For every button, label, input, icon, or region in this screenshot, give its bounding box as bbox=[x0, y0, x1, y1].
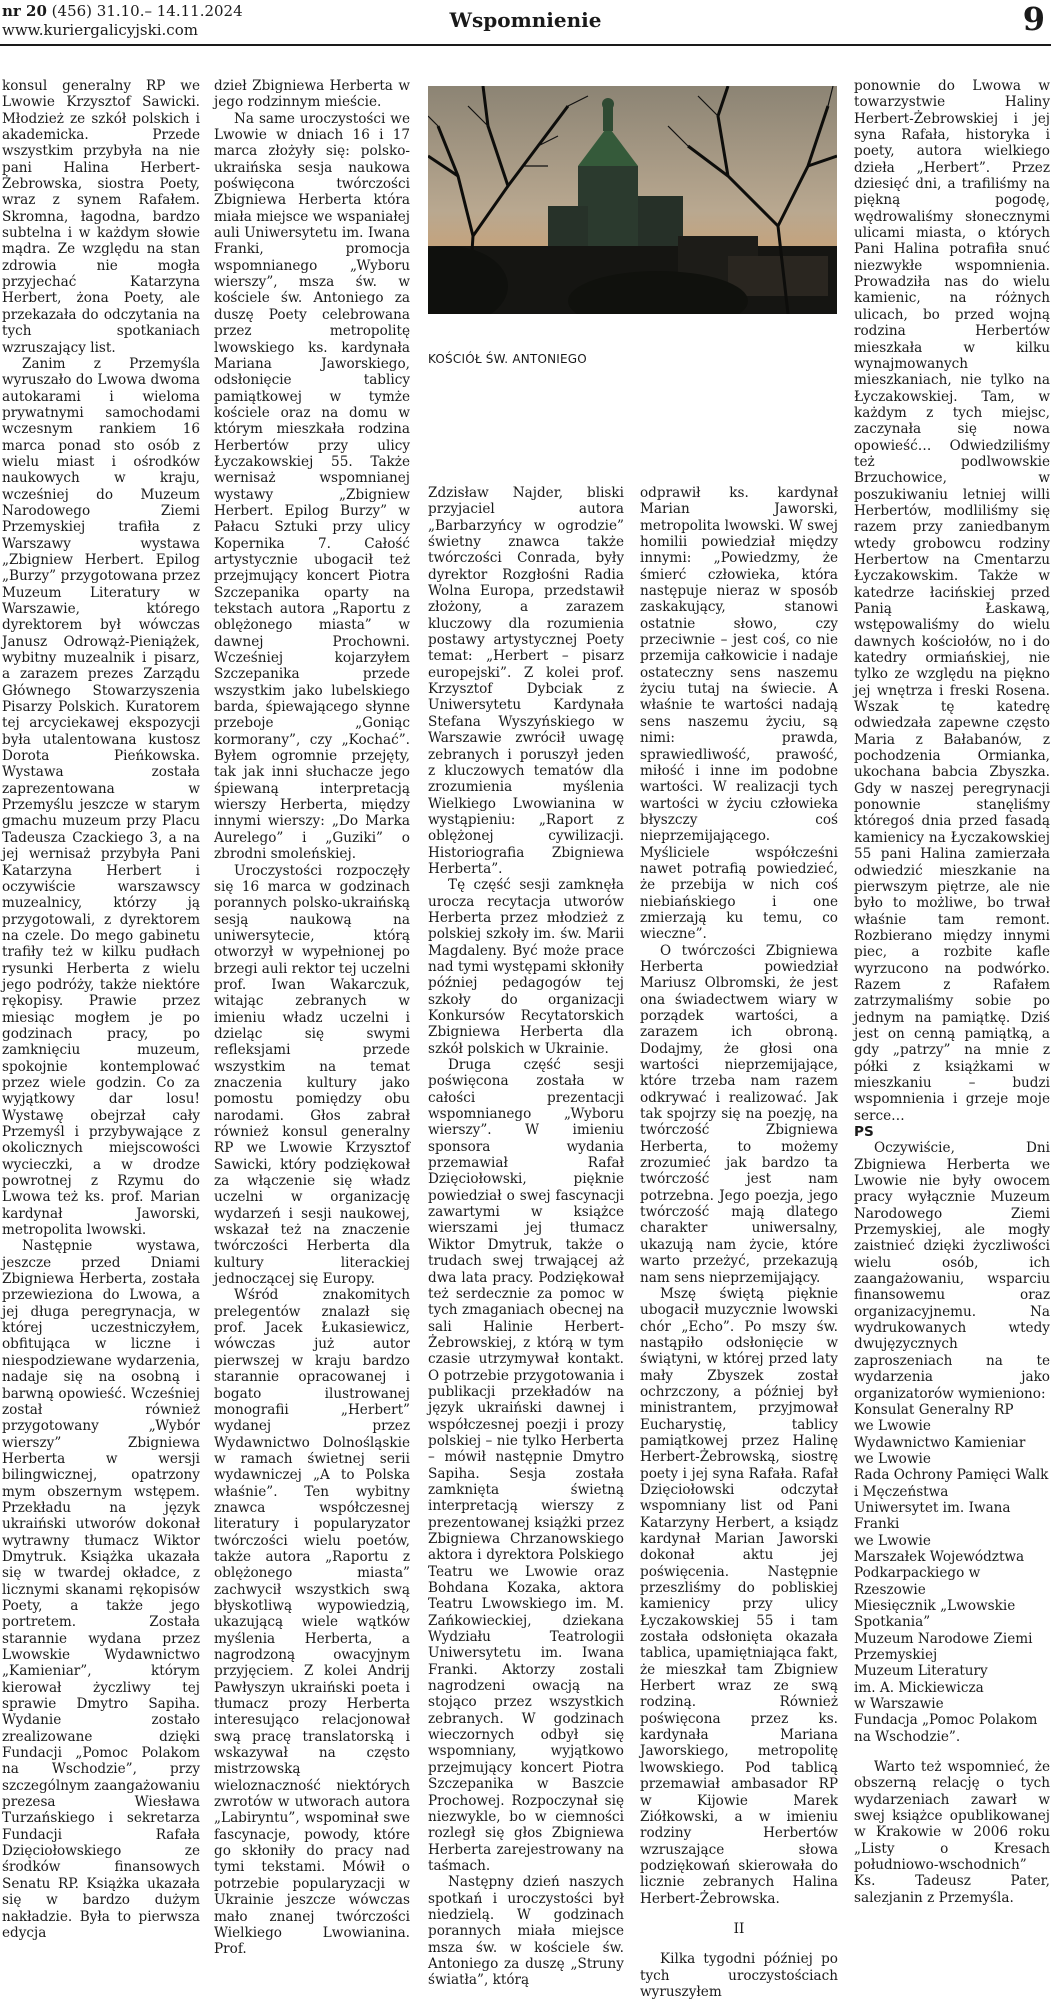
organizer-line: we Lwowie bbox=[854, 1532, 931, 1549]
page-header bbox=[0, 0, 1051, 46]
issue-number: nr 20 bbox=[2, 2, 47, 20]
organizer-line: im. A. Mickiewicza bbox=[854, 1679, 984, 1696]
paragraph: O twórczości Zbigniewa Herberta powiedział Mariusz Olbromski, że jest ona świadectwem wiary w porządek wartości, a zarazem ich obroną. Dodajmy, że głosi ona wartości nieprzemijające, które trzeba nam razem odkrywać i realizować. Jak tak spojrzy się na poezję, na twórczość Zbigniewa Herberta, to możemy zrozumieć jak bardzo ta twórczość jest nam potrzebna. Jego poezja, jego twórczość mają dlatego charakter uniwersalny, ukazują nam życie, które warto przeżyć, przekazują nam sens nieprzemijający. bbox=[640, 942, 838, 1286]
paragraph: Zanim z Przemyśla wyruszało do Lwowa dwoma autokarami i wieloma prywatnymi samochodami wczesnym rankiem 16 marca ponad sto osób z wielu miast i ośrodków naukowych w kraju, wcześniej do Muzeum Narodowego Ziemi Przemyskiej trafiła z Warszawy wystawa „Zbigniew Herbert. Epilog „Burzy” przygotowana przez Muzeum Literatury w Warszawie, którego dyrektorem był wówczas Janusz Odrowąż-Pieniążek, wybitny muzealnik i pisarz, a zarazem prezes Zarządu Głównego Stowarzyszenia Pisarzy Polskich. Kuratorem tej arcyciekawej ekspozycji była utalentowana kustosz Dorota Pieńkowska. Wystawa została zaprezentowana w Przemyślu jeszcze w starym gmachu muzeum przy Placu Tadeusza Czackiego 3, a na jej wernisaż przybyła Pani Katarzyna Herbert i oczywiście warszawscy muzealnicy, którzy ją przygotowali, z dyrektorem na czele. Do mego gabinetu trafiły też w kilku pudłach rysunki Herberta z wielu jego podróży, także niektóre rękopisy. Prawie przez miesiąc mogłem je po godzinach pracy, po zamknięciu muzeum, spokojnie kontemplować przez wiele godzin. Co za wyjątkowy dar losu! Wystawę obejrzał cały Przemyśl i przybywające z okolicznych miejscowości wycieczki, a w drodze powrotnej z Rzymu do Lwowa też ks. prof. Marian kardynał Jaworski, metropolita lwowski. bbox=[2, 355, 200, 1239]
paragraph: Następnie wystawa, jeszcze przed Dniami Zbigniewa Herberta, została przewieziona do Lwowa, a jej długa peregrynacja, w której uczestniczyłem, obfitująca w liczne i niespodziewane wydarzenia, nadaje się na osobną i barwną opowieść. Wcześniej został również przygotowany „Wybór wierszy” Zbigniewa Herberta w wersji bilingwicznej, opatrzony mym obszernym wstępem. Przekładu na język ukraiński utworów dokonał wytrawny tłumacz Wiktor Dmytruk. Książka ukazała się w twardej okładce, z licznymi skanami rękopisów Poety, a także jego portretem. Została starannie wydana przez Lwowskie Wydawnictwo „Kamieniar”, którym kierował życzliwy tej sprawie Dmytro Sapiha. Wydanie zostało zrealizowane dzięki Fundacji „Pomoc Polakom na Wschodzie”, przy szczególnym zaangażowaniu prezesa Wiesława Turzańskiego i sekretarza Fundacji Rafała Dzięciołowskiego ze środków finansowych Senatu RP. Książka ukazała się w bardzo dużym nakładzie. Była to pierwsza edycja bbox=[2, 1238, 200, 1941]
column-3 bbox=[428, 485, 624, 1989]
ps-heading: PS bbox=[854, 1124, 874, 1140]
website-link[interactable]: www.kuriergalicyjski.com bbox=[2, 21, 198, 39]
church-photo-image bbox=[428, 86, 837, 314]
paragraph: dzieł Zbigniewa Herberta w jego rodzinnym mieście. bbox=[214, 78, 410, 111]
paragraph: odprawił ks. kardynał Marian Jaworski, metropolita lwowski. W swej homilii powiedział między innymi: „Powiedzmy, że śmierć człowieka, która następuje nieraz w sposób zaskakujący, stanowi ostatnie słowo, czy przeciwnie – jest coś, co nie przemija całkowicie i nadaje ostateczny sens naszemu życiu tutaj na świecie. A właśnie te wartości nadają sens naszemu życiu, są nimi: prawda, sprawiedliwość, prawość, miłość i inne im podobne wartości. W realizacji tych wartości w życiu człowieka błyszczy coś nieprzemijającego. Myśliciele współcześni nawet potrafią powiedzieć, że przebija w nich coś niebiańskiego i one zmierzają ku temu, co wieczne”. bbox=[640, 485, 838, 943]
column-4 bbox=[640, 485, 838, 2000]
column-1 bbox=[2, 78, 200, 1941]
organizer-line: w Warszawie bbox=[854, 1696, 944, 1713]
organizer-line: Miesięcznik „Lwowskie bbox=[854, 1597, 1016, 1614]
paragraph: Wśród znakomitych prelegentów znalazł się prof. Jacek Łukasiewicz, wówczas już autor pierwszej w kraju bardzo starannie opracowanej i bogato ilustrowanej monografii „Herbert” wydanej przez Wydawnictwo Dolnośląskie w ramach świetnej serii wydawniczej „A to Polska właśnie”. Ten wybitny znawca współczesnej literatury i popularyzator twórczości wielu poetów, także autora „Raportu z oblężonego miasta” zachwycił wszystkich swą błyskotliwą wypowiedzią, ukazującą wiele wątków myślenia Herberta, a nagrodzoną owacyjnym przyjęciem. Z kolei Andrij Pawłyszyn ukraiński poeta i tłumacz prozy Herberta interesująco relacjonował swą pracę translatorską i wskazywał na często mistrzowską wieloznaczność niektórych zwrotów w utworach autora „Labiryntu”, wspominał swe fascynacje, powody, które go skłoniły do pracy nad tymi tekstami. Mówił o potrzebie popularyzacji w Ukrainie jeszcze wówczas mało znanej twórczości Wielkiego Lwowianina. Prof. bbox=[214, 1287, 410, 1958]
organizer-line: Wydawnictwo Kamieniar bbox=[854, 1434, 1026, 1451]
photo-caption: KOŚCIÓŁ ŚW. ANTONIEGO bbox=[428, 352, 587, 366]
organizer-line: Uniwersytet im. Iwana Franki bbox=[854, 1499, 1011, 1533]
paragraph: Na same uroczystości we Lwowie w dniach 16 i 17 marca złożyły się: polsko-ukraińska sesja naukowa poświęcona twórczości Zbigniewa Herberta która miała miejsce we wspaniałej auli Uniwersytetu im. Iwana Franki, promocja wspomnianego „Wyboru wierszy”, msza św. w kościele św. Antoniego za duszę Poety celebrowana przez metropolitę lwowskiego ks. kardynała Mariana Jaworskiego, odsłonięcie tablicy pamiątkowej w tymże kościele oraz na domu w którym mieszkała rodzina Herbertów przy ulicy Łyczakowskiej 55. Także wernisaż wspomnianej wystawy „Zbigniew Herbert. Epilog Burzy” w Pałacu Sztuki przy ulicy Kopernika 7. Całość artystycznie ubogacił też przejmujący koncert Piotra Szczepanika oparty na tekstach autora „Raportu z oblężonego miasta” w dawnej Prochowni. Wcześniej kojarzyłem Szczepanika przede wszystkim jako lubelskiego barda, śpiewającego słynne przeboje „Goniąc kormorany”, czy „Kochać”. Byłem ogromnie przejęty, tak jak inni słuchacze jego śpiewaną interpretacją wierszy Herberta, między innymi wierszy: „Do Marka Aurelego” i „Guziki” o zbrodni smoleńskiej. bbox=[214, 110, 410, 863]
paragraph: Uroczystości rozpoczęły się 16 marca w godzinach porannych polsko-ukraińską sesją naukową na uniwersytecie, którą otworzył w wypełnionej po brzegi auli rektor tej uczelni prof. Iwan Wakarczuk, witając zebranych w imieniu władz uczelni i dzieląc się swymi refleksjami przede wszystkim na temat znaczenia kultury jako pomostu pomiędzy obu narodami. Głos zabrał również konsul generalny RP we Lwowie Krzysztof Sawicki, który podziękował za włączenie się władz uczelni w organizację wydarzeń i sesji naukowej, wskazał też na znaczenie twórczości Herberta dla kultury literackiej jednoczącej się Europy. bbox=[214, 862, 410, 1288]
organizer-line: we Lwowie bbox=[854, 1450, 931, 1467]
organizer-line: Rada Ochrony Pamięci Walk bbox=[854, 1467, 1049, 1484]
section-title: Wspomnienie bbox=[449, 8, 602, 32]
closing-paragraph: Warto też wspomnieć, że obszerną relację o tych wydarzeniach zawarł w swej książce opublikowanej w Krakowie w 2006 roku „Listy o Kresach południowo-wschodnich” Ks. Tadeusz Pater, salezjanin z Przemyśla. bbox=[854, 1759, 1050, 1906]
column-5 bbox=[854, 78, 1050, 1906]
organizer-line: Marszałek Województwa bbox=[854, 1548, 1025, 1565]
section-numeral: II bbox=[733, 1920, 745, 1937]
column-2 bbox=[214, 78, 410, 1958]
organizer-line: i Męczeństwa bbox=[854, 1483, 949, 1500]
organizers-list bbox=[854, 1402, 1050, 1745]
paragraph: Tę część sesji zamknęła urocza recytacja utworów Herberta przez młodzież z polskiej szkoły im. św. Marii Magdaleny. Być może prace nad tymi występami skłoniły później pedagogów tej szkoły do organizacji Konkursów Recytatorskich Zbigniewa Herberta dla szkół polskich w Ukrainie. bbox=[428, 877, 624, 1057]
organizer-line: Spotkania” bbox=[854, 1614, 931, 1631]
issue-dates: (456) 31.10.– 14.11.2024 bbox=[46, 2, 243, 20]
organizer-line: na Wschodzie”. bbox=[854, 1728, 961, 1745]
organizer-line: Muzeum Narodowe Ziemi bbox=[854, 1630, 1033, 1647]
organizer-line: Fundacja „Pomoc Polakom bbox=[854, 1712, 1038, 1729]
paragraph: Następny dzień naszych spotkań i uroczystości był niedzielą. W godzinach porannych miała miejsce msza św. w kościele św. Antoniego za duszę „Struny światła”, którą bbox=[428, 1874, 624, 1989]
paragraph: ponownie do Lwowa w towarzystwie Haliny Herbert-Żebrowskiej i jej syna Rafała, historyka i poety, autora wielkiego dzieła „Herbert”. Przez dziesięć dni, a trafiliśmy na piękną pogodę, wędrowaliśmy słonecznymi ulicami miasta, o których Pani Halina potrafiła snuć niezwykłe wspomnienia. Prowadziła nas do wielu kamienic, na różnych ulicach, bo przed wojną rodzina Herbertów mieszkała w kilku wynajmowanych mieszkaniach, nie tylko na Łyczakowskiej. Tam, w każdym z tych miejsc, zaczynała się nowa opowieść… Odwiedziliśmy też podlwowskie Brzuchowice, w poszukiwaniu letniej willi Herbertów, modliliśmy się razem przy zaniedbanym wtedy grobowcu rodziny Herbertow na Cmentarzu Łyczakowskim. Także w katedrze łacińskiej przed Panią Łaskawą, wstępowaliśmy do wielu dawnych kościołów, no i do katedry ormiańskiej, nie tylko ze względu na piękno jej wnętrza i freski Rosena. Wszak tę katedrę odwiedzała zapewne często Maria z Bałabanów, z pochodzenia Ormianka, ukochana babcia Zbyszka. Gdy w naszej peregrynacji ponownie stanęliśmy któregoś dnia przed fasadą kamienicy na Łyczakowskiej 55 pani Halina zamierzała odwiedzić mieszkanie na pierwszym piętrze, ale nie było to możliwe, bo trwał właśnie tam remont. Rozbierano między innymi piec, a rozbite kafle wyrzucono na podwórko. Razem z Rafałem zatrzymaliśmy sobie po jednym na pamiątkę. Dziś jest on cenną pamiątką, a gdy „patrzy” na mnie z półki z książkami w mieszkaniu – budzi wspomnienia i grzeje moje serce… bbox=[854, 78, 1050, 1124]
church-photo bbox=[428, 86, 837, 314]
organizer-line: we Lwowie bbox=[854, 1418, 931, 1435]
organizer-line: Podkarpackiego w Rzeszowie bbox=[854, 1565, 981, 1598]
paragraph: Kilka tygodni później po tych uroczystościach wyruszyłem bbox=[640, 1951, 838, 2000]
paragraph: konsul generalny RP we Lwowie Krzysztof Sawicki. Młodzież ze szkół polskich i akademicka. Przede wszystkim przybyła na nie pani Halina Herbert-Żebrowska, siostra Poety, wraz z synem Rafałem. Skromna, łagodna, bardzo subtelna i w każdym słowie mądra. Ze względu na stan zdrowia nie mogła przyjechać Katarzyna Herbert, żona Poety, ale przekazała do odczytania na tych spotkaniach wzruszający list. bbox=[2, 78, 200, 356]
organizer-line: Muzeum Literatury bbox=[854, 1663, 988, 1680]
organizer-line: Konsulat Generalny RP bbox=[854, 1401, 1014, 1418]
organizer-line: Przemyskiej bbox=[854, 1647, 938, 1663]
paragraph: Druga część sesji poświęcona została w całości prezentacji wspomnianego „Wyboru wierszy”. W imieniu sponsora wydania przemawiał Rafał Dzięciołowski, pięknie powiedział o swej fascynacji zawartymi w książce wierszami jej tłumacz Wiktor Dmytruk, także o trudach swej trwającej aż dwa lata pracy. Podziękował też serdecznie za pomoc w tych zmaganiach obecnej na sali Halinie Herbert-Żebrowskiej, z którą w tym czasie utrzymywał kontakt. O potrzebie przygotowania i publikacji przekładów na język ukraiński dawnej i współczesnej poezji i prozy polskiej – nie tylko Herberta – mówił następnie Dmytro Sapiha. Sesja została zamknięta świetną interpretacją wierszy z prezentowanej książki przez Zbigniewa Chrzanowskiego aktora i dyrektora Polskiego Teatru we Lwowie oraz Bohdana Kozaka, aktora Teatru Lwowskiego im. M. Zańkowieckiej, dziekana Wydziału Teatrologii Uniwersytetu im. Iwana Franki. Aktorzy zostali nagrodzeni owacją na stojąco przez wszystkich zebranych. W godzinach wieczornych odbył się wspomniany, wyjątkowo przejmujący koncert Piotra Szczepanika w Baszcie Prochowej. Rozpoczynał się niezwykle, bo w ciemności rozległ się głos Zbigniewa Herberta zarejestrowany na taśmach. bbox=[428, 1057, 624, 1874]
paragraph: Zdzisław Najder, bliski przyjaciel autora „Barbarzyńcy w ogrodzie” świetny znawca także twórczości Conrada, były dyrektor Rozgłośni Radia Wolna Europa, przedstawił złożony, a zarazem kluczowy dla rozumienia postawy artystycznej Poety temat: „Herbert – pisarz europejski”. Z kolei prof. Krzysztof Dybciak z Uniwersytetu Kardynała Stefana Wyszyńskiego w Warszawie zwrócił uwagę zebranych i poruszył jeden z kluczowych tematów dla zrozumienia myślenia Wielkiego Lwowianina w wystąpieniu: „Raport z oblężonej cywilizacji. Historiografia Zbigniewa Herberta”. bbox=[428, 485, 624, 877]
ps-paragraph: Oczywiście, Dni Zbigniewa Herberta we Lwowie nie były owocem pracy wyłącznie Muzeum Narodowego Ziemi Przemyskiej, ale mogły zaistnieć dzięki życzliwości wielu osób, ich zaangażowaniu, wsparciu finansowemu oraz organizacyjnemu. Na wydrukowanych wtedy dwujęzycznych zaproszeniach na te wydarzenia jako organizatorów wymieniono: bbox=[854, 1140, 1050, 1402]
page-number: 9 bbox=[1022, 0, 1045, 38]
paragraph: Mszę świętą pięknie ubogacił muzycznie lwowski chór „Echo”. Po mszy św. nastąpiło odsłonięcie w świątyni, w której przed laty mały Zbyszek został ochrzczony, a później był ministrantem, przyjmował Eucharystię, tablicy pamiątkowej przez Halinę Herbert-Żebrowską, siostrę poety i jej syna Rafała. Rafał Dzięciołowski odczytał wspomniany list od Pani Katarzyny Herbert, a ksiądz kardynał Marian Jaworski dokonał aktu jej poświęcenia. Następnie przeszliśmy do pobliskiej kamienicy przy ulicy Łyczakowskiej 55 i tam została odsłonięta okazała tablica, upamiętniająca fakt, że mieszkał tam Zbigniew Herbert wraz ze swą rodziną. Również poświęcona przez ks. kardynała Mariana Jaworskiego, metropolitę lwowskiego. Pod tablicą przemawiał ambasador RP w Kijowie Marek Ziółkowski, a w imieniu rodziny Herbertów wzruszające słowa podziękowań skierowała do licznie zebranych Halina Herbert-Żebrowska. bbox=[640, 1285, 838, 1907]
